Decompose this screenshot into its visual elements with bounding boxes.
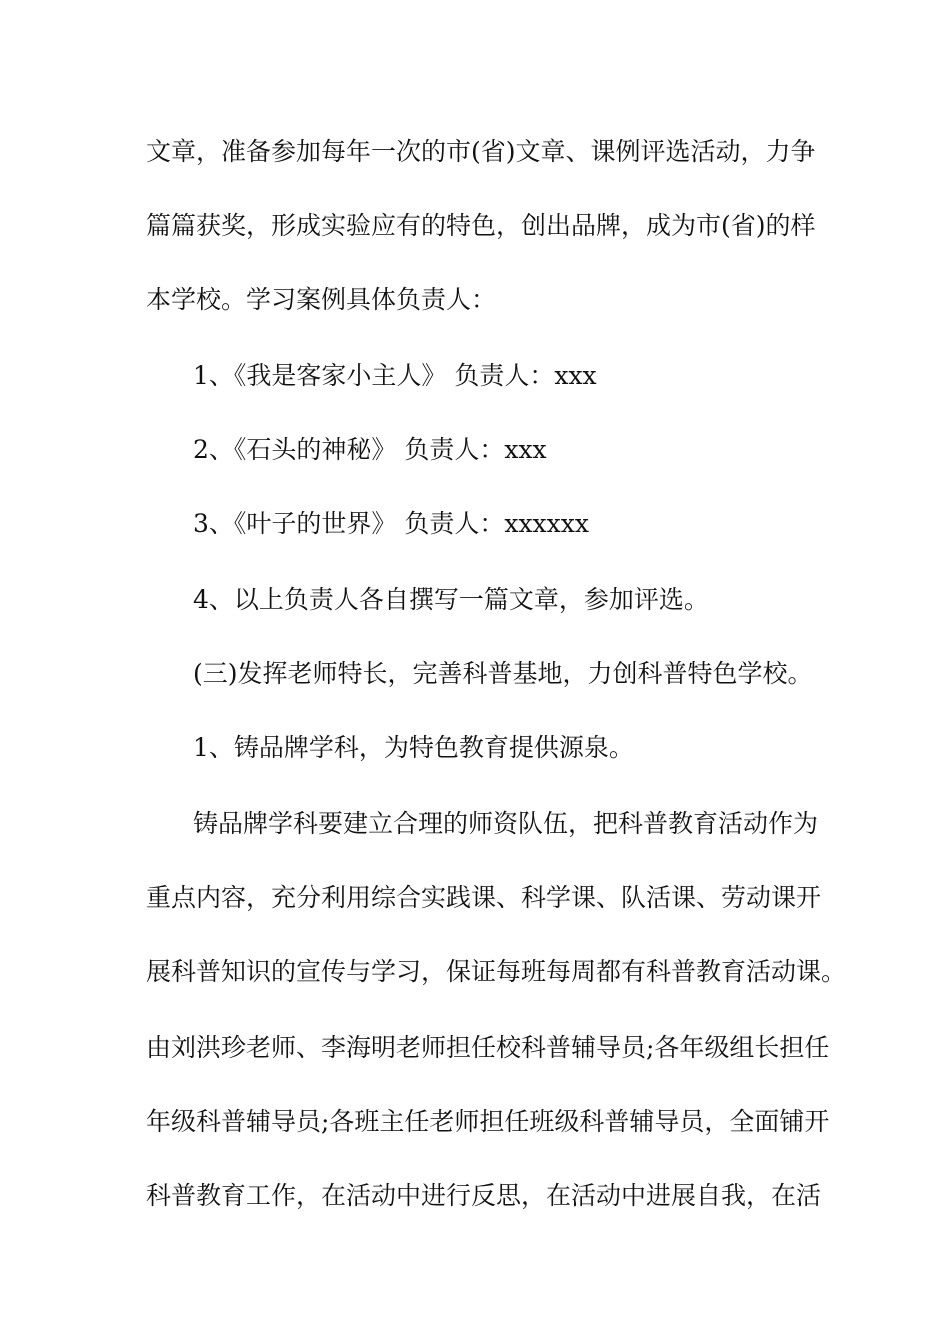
paragraph-line: 年级科普辅导员;各班主任老师担任班级科普辅导员，全面铺开 bbox=[146, 1107, 830, 1136]
paragraph-line: 铸品牌学科要建立合理的师资队伍，把科普教育活动作为 bbox=[193, 809, 819, 838]
paragraph-line: 篇篇获奖，形成实验应有的特色，创出品牌，成为市(省)的样 bbox=[146, 211, 816, 240]
section-heading: (三)发挥老师特长，完善科普基地，力创科普特色学校。 bbox=[193, 659, 813, 688]
paragraph-line: 由刘洪珍老师、李海明老师担任校科普辅导员;各年级组长担任 bbox=[146, 1033, 830, 1062]
paragraph-line: 文章，准备参加每年一次的市(省)文章、课例评选活动，力争 bbox=[146, 137, 816, 166]
paragraph-line: 展科普知识的宣传与学习，保证每班每周都有科普教育活动课。 bbox=[146, 957, 847, 986]
subsection-heading: 1、铸品牌学科，为特色教育提供源泉。 bbox=[193, 733, 634, 762]
paragraph-line: 本学校。学习案例具体负责人： bbox=[146, 285, 497, 314]
list-item: 2、《石头的神秘》 负责人：xxx bbox=[193, 435, 547, 464]
paragraph-line: 重点内容，充分利用综合实践课、科学课、队活课、劳动课开 bbox=[146, 883, 822, 912]
list-item: 4、以上负责人各自撰写一篇文章，参加评选。 bbox=[193, 585, 709, 614]
list-item: 3、《叶子的世界》 负责人：xxxxxx bbox=[193, 509, 589, 538]
list-item: 1、《我是客家小主人》 负责人：xxx bbox=[193, 361, 597, 390]
paragraph-line: 科普教育工作，在活动中进行反思，在活动中进展自我，在活 bbox=[146, 1181, 822, 1210]
